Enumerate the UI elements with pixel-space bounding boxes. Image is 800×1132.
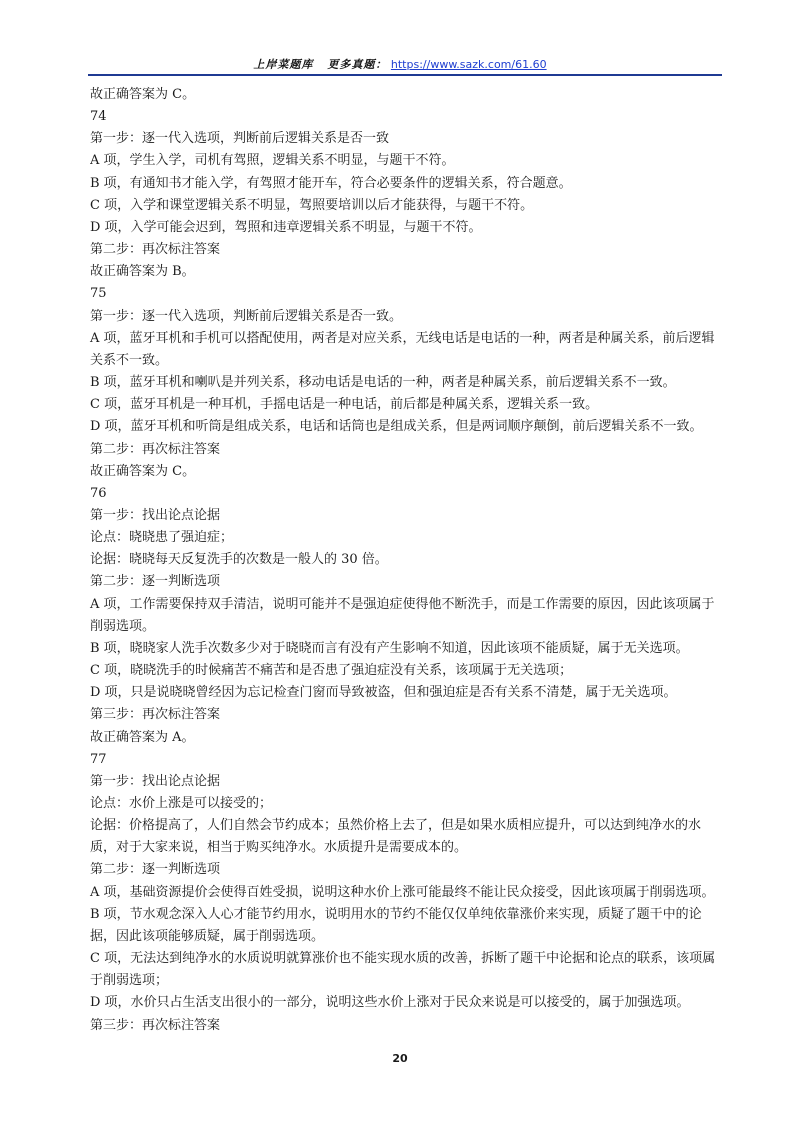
text-line: 论点：水价上涨是可以接受的； — [90, 796, 273, 811]
text-line: 故正确答案为 B。 — [90, 264, 195, 280]
text-line: 第一步：逐一代入选项，判断前后逻辑关系是否一致 — [90, 131, 390, 147]
text-line: 第一步：找出论点论据 — [90, 773, 221, 789]
text-line: C 项，入学和课堂逻辑关系不明显，驾照要培训以后才能获得，与题干不符。 — [90, 197, 534, 213]
document-body — [90, 84, 722, 1037]
text-line: 论点：晓晓患了强迫症； — [90, 530, 234, 546]
text-paragraph: A 项，基础资源提价会使得百姓受损，说明这种水价上涨可能最终不能让民众接受，因此该项属于削弱选项。 — [90, 884, 715, 900]
text-line: D 项，只是说晓晓曾经因为忘记检查门窗而导致被盗，但和强迫症是否有关系不清楚，属于无关选项。 — [90, 685, 677, 701]
page-number: 20 — [392, 1052, 408, 1065]
text-line: 论据：晓晓每天反复洗手的次数是一般人的 30 倍。 — [90, 552, 388, 568]
text-line: 第二步：再次标注答案 — [90, 242, 221, 258]
page-header — [0, 56, 800, 72]
text-line: A 项，学生入学，司机有驾照，逻辑关系不明显，与题干不符。 — [90, 153, 455, 169]
text-line: 第一步：找出论点论据 — [90, 507, 221, 523]
text-line: 第一步：逐一代入选项，判断前后逻辑关系是否一致。 — [90, 308, 403, 324]
text-line: D 项，蓝牙耳机和听筒是组成关系，电话和话筒也是组成关系，但是两词顺序颠倒，前后逻辑关系不一致。 — [90, 419, 703, 435]
question-number: 74 — [90, 109, 107, 125]
text-line: D 项，水价只占生活支出很小的一部分，说明这些水价上涨对于民众来说是可以接受的，属于加强选项。 — [90, 995, 690, 1011]
text-line: 故正确答案为 C。 — [90, 87, 196, 102]
text-paragraph: 论据：价格提高了，人们自然会节约成本；虽然价格上去了，但是如果水质相应提升，可以达到纯净水的水质，对于大家来说，相当于购买纯净水。水质提升是需要成本的。 — [90, 818, 702, 856]
text-line: C 项，晓晓洗手的时候痛苦不痛苦和是否患了强迫症没有关系，该项属于无关选项； — [90, 663, 573, 679]
header-brand: 上岸菜题库 — [253, 58, 314, 71]
text-line: 第三步：再次标注答案 — [90, 707, 221, 723]
text-paragraph: B 项，节水观念深入人心才能节约用水，说明用水的节约不能仅仅单纯依靠涨价来实现，质疑了题干中的论据，因此该项能够质疑，属于削弱选项。 — [90, 906, 702, 944]
text-line: 第二步：逐一判断选项 — [90, 862, 221, 878]
text-line: 故正确答案为 C。 — [90, 463, 196, 479]
text-line: 第三步：再次标注答案 — [90, 1017, 221, 1033]
header-more-label: 更多真题： — [327, 58, 388, 71]
text-line: 第二步：再次标注答案 — [90, 441, 221, 457]
question-number: 77 — [90, 751, 107, 767]
header-url-link[interactable]: https://www.sazk.com/61.60 — [390, 58, 547, 71]
text-line: B 项，蓝牙耳机和喇叭是并列关系，移动电话是电话的一种，两者是种属关系，前后逻辑关系不一致。 — [90, 375, 676, 391]
header-divider — [88, 74, 722, 76]
text-paragraph: C 项，无法达到纯净水的水质说明就算涨价也不能实现水质的改善，拆断了题干中论据和论点的联系，该项属于削弱选项； — [90, 951, 716, 989]
text-paragraph: A 项，工作需要保持双手清洁，说明可能并不是强迫症使得他不断洗手，而是工作需要的原因，因此该项属于削弱选项。 — [90, 596, 715, 634]
question-number: 75 — [90, 286, 107, 302]
text-line: B 项，晓晓家人洗手次数多少对于晓晓而言有没有产生影响不知道，因此该项不能质疑，属于无关选项。 — [90, 640, 689, 656]
question-number: 76 — [90, 485, 107, 501]
text-line: D 项，入学可能会迟到，驾照和违章逻辑关系不明显，与题干不符。 — [90, 219, 482, 235]
text-paragraph: A 项，蓝牙耳机和手机可以搭配使用，两者是对应关系，无线电话是电话的一种，两者是种属关系，前后逻辑关系不一致。 — [90, 330, 715, 368]
text-line: 第二步：逐一判断选项 — [90, 574, 221, 590]
text-line: 故正确答案为 A。 — [90, 729, 195, 745]
text-line: B 项，有通知书才能入学，有驾照才能开车，符合必要条件的逻辑关系，符合题意。 — [90, 175, 572, 191]
text-line: C 项，蓝牙耳机是一种耳机，手摇电话是一种电话，前后都是种属关系，逻辑关系一致。 — [90, 397, 599, 413]
